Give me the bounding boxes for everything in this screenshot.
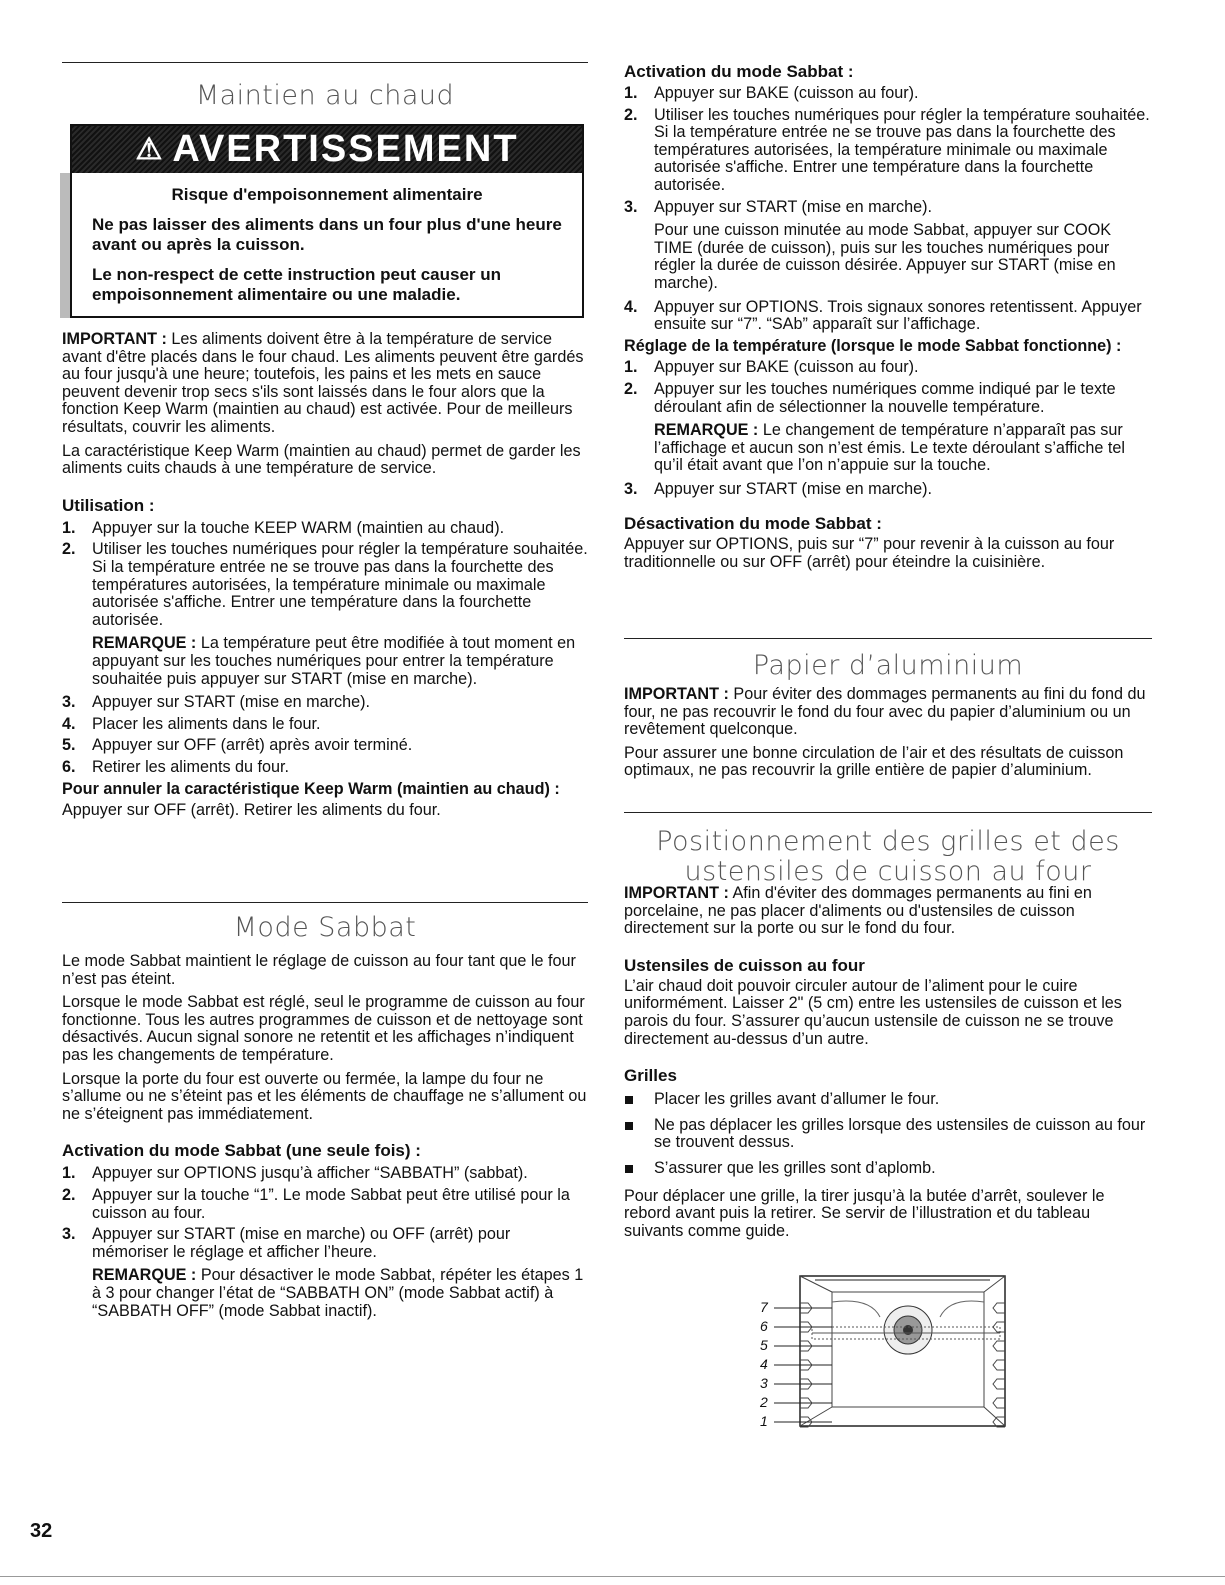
rack-position-label: 4 [760, 1356, 768, 1372]
rack-position-label: 7 [760, 1299, 768, 1315]
important-paragraph: IMPORTANT : Afin d'éviter des dommages permanents au fini en porcelaine, ne pas placer d'aliments ou d'ustensiles de cuisson directement sur la porte ou sur le fond du four. [624, 884, 1092, 938]
list-item: 3. Appuyer sur START (mise en marche) ou OFF (arrêt) pour mémoriser le réglage et afficher l’heure. [62, 1225, 511, 1261]
list-item: S’assurer que les grilles sont d’aplomb. [624, 1160, 1152, 1178]
note-paragraph: Pour une cuisson minutée au mode Sabbat, appuyer sur COOK TIME (durée de cuisson), puis sur les touches numériques pour régler la durée de cuisson désirée. Appuyer sur START (mise en marche). [654, 221, 1116, 292]
warning-line-1: Ne pas laisser des aliments dans un four plus d'une heure avant ou après la cuisson. [92, 215, 562, 254]
list-item: 2. Appuyer sur les touches numériques comme indiqué par le texte déroulant afin de sélectionner la nouvelle température. [624, 379, 1116, 416]
rack-position-label: 3 [760, 1375, 768, 1391]
cancel-text: Appuyer sur OFF (arrêt). Retirer les aliments du four. [62, 801, 441, 820]
important-text: Les aliments doivent être à la température de service avant d'être placés dans le four chaud. Les aliments peuvent être gardés au four jusqu'à une heure; toutefois, les pains et les mets en sauce peuvent devenir trop secs s'ils sont laissés dans le four alors que la fonction Keep Warm (maintien au chaud) est activée. Pour de meilleurs résultats, couvrir les aliments. [62, 330, 584, 436]
racks-title [624, 827, 1152, 887]
grilles-title: Grilles [624, 1066, 677, 1086]
rack-slot [993, 1322, 1005, 1332]
racks-title-line-2: ustensiles de cuisson au four [684, 856, 1092, 887]
list-item: 4. Placer les aliments dans le four. [62, 714, 321, 733]
foil-title: Papier d’aluminium [752, 650, 1024, 681]
list-item: 3. Appuyer sur START (mise en marche). [62, 693, 370, 712]
list-item: 6. Retirer les aliments du four. [62, 757, 290, 776]
deactivation-title: Désactivation du mode Sabbat : [624, 514, 882, 534]
cancel-title: Pour annuler la caractéristique Keep Warm (maintien au chaud) : [62, 780, 560, 799]
keep-warm-paragraph-2: La caractéristique Keep Warm (maintien au chaud) permet de garder les aliments cuits chauds à une température de service. [62, 441, 581, 478]
cookware-title: Ustensiles de cuisson au four [624, 955, 865, 975]
list-item: 1. Appuyer sur BAKE (cuisson au four). [624, 84, 919, 102]
rack-slot [993, 1379, 1005, 1389]
oven-rack-illustration [760, 1272, 1010, 1432]
section-rule [62, 62, 588, 63]
page-number: 32 [30, 1520, 53, 1542]
list-item: Ne pas déplacer les grilles lorsque des ustensiles de cuisson au four se trouvent dessus. [624, 1117, 1152, 1152]
sabbath-activation [624, 62, 1152, 572]
rack-slot [993, 1341, 1005, 1351]
utilisation-title: Utilisation : [62, 495, 155, 515]
note-paragraph: REMARQUE : Le changement de température n’apparaît pas sur l’affichage et aucun son n’est émis. Le texte déroulant s’affiche tel qu’il était avant que l’on n’appuie sur la touche. [654, 421, 1125, 475]
foil-paragraph-2: Pour assurer une bonne circulation de l’air et des résultats de cuisson optimaux, ne pas recouvrir la grille entière de papier d’aluminium. [624, 743, 1124, 780]
note-paragraph: REMARQUE : La température peut être modifiée à tout moment en appuyant sur les touches numériques pour entrer la température souhaitée puis appuyer sur START (mise en marche). [92, 634, 576, 688]
sabbath-activation-title: Activation du mode Sabbat : [624, 62, 854, 81]
list-item: Placer les grilles avant d’allumer le four. [624, 1091, 1152, 1109]
important-paragraph [62, 331, 588, 437]
list-item: 2. Utiliser les touches numériques pour régler la température souhaitée. Si la température entrée ne se trouve pas dans la fourchette des températures autorisées, la température minimale ou maximale autorisée s'affiche. Entrer une température dans la fourchette autorisée. [624, 105, 1150, 194]
page-bottom-rule [0, 1576, 1225, 1577]
deactivation-text: Appuyer sur OPTIONS, puis sur “7” pour revenir à la cuisson au four traditionnelle ou sur OFF (arrêt) pour éteindre la cuisinière. [624, 535, 1115, 572]
list-item: 1. Appuyer sur la touche KEEP WARM (maintien au chaud). [62, 518, 505, 537]
racks-title-line-1: Positionnement des grilles et des [656, 826, 1120, 857]
rack-position-label: 1 [760, 1413, 768, 1429]
warning-label: AVERTISSEMENT [172, 128, 519, 170]
warning-banner [72, 126, 582, 173]
sabbath-paragraph-3: Lorsque la porte du four est ouverte ou fermée, la lampe du four ne s’allume ou ne s’éteint pas et les éléments de chauffage ne s’allument ou ne s’éteignent pas immédiatement. [62, 1069, 587, 1123]
section-rule [624, 638, 1152, 639]
warning-body [72, 173, 582, 325]
list-item: 1. Appuyer sur BAKE (cuisson au four). [624, 358, 919, 377]
oven-diagram [760, 1272, 1010, 1432]
list-item: 4. Appuyer sur OPTIONS. Trois signaux sonores retentissent. Appuyer ensuite sur “7”. “SAb” apparaît sur l’affichage. [624, 297, 1142, 334]
warning-line-2: Le non-respect de cette instruction peut causer un empoisonnement alimentaire ou une maladie. [92, 265, 502, 304]
warning-triangle-icon: ⚠ [135, 133, 165, 166]
important-label: IMPORTANT : [62, 330, 167, 348]
warning-heading: Risque d'empoisonnement alimentaire [171, 185, 483, 204]
bullet-icon [625, 1165, 633, 1173]
list-item: 2. Utiliser les touches numériques pour régler la température souhaitée. Si la température entrée ne se trouve pas dans la fourchette des températures autorisées, la température minimale ou maximale autorisée s'affiche. Entrer une température dans la fourchette autorisée. [62, 540, 588, 629]
rack-position-label: 6 [760, 1318, 768, 1334]
list-item: 1. Appuyer sur OPTIONS jusqu’à afficher “SABBATH” (sabbat). [62, 1164, 528, 1183]
sabbath-paragraph-1: Le mode Sabbat maintient le réglage de cuisson au four tant que le four n’est pas éteint. [62, 952, 576, 988]
sabbath-title: Mode Sabbat [233, 912, 417, 943]
list-item: 3. Appuyer sur START (mise en marche). [624, 479, 932, 498]
bullet-icon [625, 1096, 633, 1104]
move-rack-text: Pour déplacer une grille, la tirer jusqu’à la butée d’arrêt, soulever le rebord avant puis la retirer. Se servir de l’illustration et du tableau suivants comme guide. [624, 1186, 1105, 1240]
bullet-icon [625, 1122, 633, 1130]
warning-box [70, 124, 584, 318]
rack-slot [993, 1303, 1005, 1313]
section-rule [62, 902, 588, 903]
list-item: 2. Appuyer sur la touche “1”. Le mode Sabbat peut être utilisé pour la cuisson au four. [62, 1185, 570, 1222]
rack-position-label: 2 [760, 1394, 768, 1410]
keep-warm-title: Maintien au chaud [195, 80, 455, 111]
list-item: 3. Appuyer sur START (mise en marche). [624, 197, 932, 216]
sabbath-paragraph-2: Lorsque le mode Sabbat est réglé, seul le programme de cuisson au four fonctionne. Tous les autres programmes de cuisson et de nettoyage sont désactivés. Aucun signal sonore ne retentit et les affichages n’indiquent pas les changements de température. [62, 993, 585, 1064]
sabbath-once-title: Activation du mode Sabbat (une seule fois) : [62, 1141, 421, 1161]
warning-side-bar [60, 173, 70, 318]
note-paragraph: REMARQUE : Pour désactiver le mode Sabbat, répéter les étapes 1 à 3 pour changer l’état de “SABBATH ON” (mode Sabbat actif) à “SABBATH OFF” (mode Sabbat inactif). [92, 1266, 584, 1320]
section-rule [624, 812, 1152, 813]
list-item: 5. Appuyer sur OFF (arrêt) après avoir terminé. [62, 736, 413, 755]
racks-body [624, 885, 1152, 1240]
important-paragraph: IMPORTANT : Pour éviter des dommages permanents au fini du fond du four, ne pas recouvrir le fond du four avec du papier d’aluminium ou un revêtement quelconque. [624, 685, 1146, 739]
cookware-text: L’air chaud doit pouvoir circuler autour de l’aliment pour le cuire uniformément. Laisser 2" (5 cm) entre les ustensiles de cuisson et les parois du four. S’assurer qu’aucun ustensile de cuisson ne se trouve directement au-dessus d’un autre. [624, 976, 1122, 1048]
keep-warm-body [62, 331, 588, 820]
foil-body [624, 686, 1152, 780]
temp-title: Réglage de la température (lorsque le mode Sabbat fonctionne) : [624, 336, 1122, 355]
rack-position-label: 5 [760, 1337, 768, 1353]
rack-slot [993, 1398, 1005, 1408]
sabbath-body [62, 953, 588, 1320]
rack-slot [993, 1360, 1005, 1370]
